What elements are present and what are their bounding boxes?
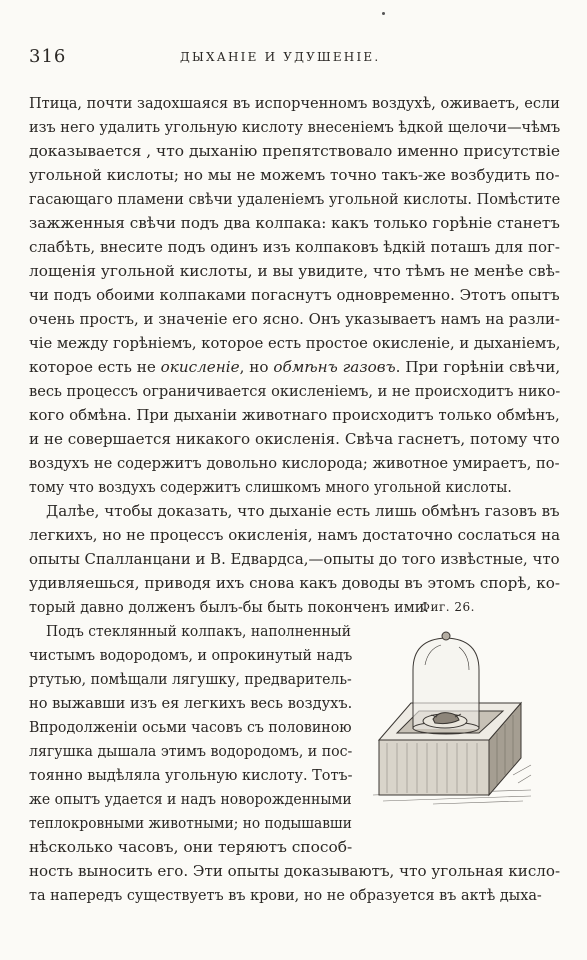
text-line — [29, 840, 352, 855]
text-run: ность выносить его. Эти опыты доказываютъ, что угольная кисло- — [29, 862, 561, 880]
text-line — [29, 864, 560, 879]
text-line — [29, 384, 560, 399]
text-run: нѣсколько часовъ, они теряютъ способ- — [29, 838, 353, 856]
text-run: Далѣе, чтобы доказать, что дыханіе есть лишь обмѣнъ газовъ въ — [46, 502, 560, 520]
text-run: опыты Спалланцани и В. Едвардса,—опыты до того извѣстные, что — [29, 550, 560, 568]
text-line — [29, 792, 352, 807]
text-run: угольной кислоты; но мы не можемъ точно такъ-же возбудить по- — [29, 166, 560, 184]
text-run: которое есть не — [29, 358, 161, 376]
text-run: весь процессъ ограничивается окисленіемъ, и не происходитъ нико- — [29, 382, 561, 400]
text-line — [29, 432, 560, 447]
text-line — [29, 288, 560, 303]
text-line — [29, 480, 512, 495]
page-number: 316 — [29, 46, 67, 67]
text-run: воздухъ не содержитъ довольно кислорода; животное умираетъ, по- — [29, 454, 560, 472]
text-line — [46, 624, 351, 639]
text-run: торый давно долженъ былъ-бы быть поконченъ ими. — [29, 598, 429, 616]
text-line — [29, 216, 560, 231]
text-run: обмѣнъ газовъ — [273, 358, 396, 376]
text-line — [29, 888, 542, 903]
text-line — [29, 744, 352, 759]
ink-speck — [382, 12, 385, 15]
text-line — [29, 96, 560, 111]
text-line — [29, 528, 560, 543]
text-run: окисленіе — [160, 358, 240, 376]
running-title: ДЫХАНІЕ И УДУШЕНІЕ. — [180, 50, 381, 64]
text-run: зажженныя свѣчи подъ два колпака: какъ только горѣніе станетъ — [29, 214, 560, 232]
text-run: чи подъ обоими колпаками погаснутъ одновременно. Этотъ опытъ — [29, 286, 560, 304]
text-line — [29, 816, 352, 831]
text-run: очень простъ, и значеніе его ясно. Онъ указываетъ намъ на разли- — [29, 310, 560, 328]
text-run: Впродолженіи осьми часовъ съ половиною — [29, 718, 352, 736]
text-run: , но — [239, 358, 274, 376]
text-line — [29, 768, 352, 783]
text-run: изъ него удалить угольную кислоту внесеніемъ ѣдкой щелочи—чѣмъ — [29, 118, 561, 136]
text-run: Подъ стеклянный колпакъ, наполненный — [46, 622, 351, 640]
text-run: лощенія угольной кислоты, и вы увидите, что тѣмъ не менѣе свѣ- — [29, 262, 561, 280]
text-line — [29, 360, 560, 375]
text-line — [29, 648, 352, 663]
text-run: слабѣть, внесите подъ одинъ изъ колпаковъ ѣдкій поташъ для пог- — [29, 238, 560, 256]
text-line — [29, 600, 429, 615]
text-run: ртутью, помѣщали лягушку, предваритель- — [29, 670, 352, 688]
figure-caption: Фиг. 26. — [420, 600, 475, 614]
text-line — [29, 168, 560, 183]
text-line — [29, 240, 560, 255]
text-run: чіе между горѣніемъ, которое есть простое окисленіе, и дыханіемъ, — [29, 334, 561, 352]
text-run: гасающаго пламени свѣчи удаленіемъ угольной кислоты. Помѣстите — [29, 190, 561, 208]
text-line — [29, 336, 560, 351]
text-line — [29, 552, 560, 567]
text-run: тоянно выдѣляла угольную кислоту. Тотъ- — [29, 766, 353, 784]
text-line — [29, 264, 560, 279]
text-run: лягушка дышала этимъ водородомъ, и пос- — [29, 742, 353, 760]
text-line — [29, 696, 352, 711]
text-run: легкихъ, но не процессъ окисленія, намъ достаточно сослаться на — [29, 526, 561, 544]
text-line — [29, 576, 560, 591]
text-line — [29, 120, 560, 135]
text-run: тому что воздухъ содержитъ слишкомъ много угольной кислоты. — [29, 478, 512, 496]
text-line — [29, 720, 352, 735]
text-line — [29, 672, 352, 687]
text-run: доказывается , что дыханію препятствовало именно присутствіе — [29, 142, 561, 160]
text-run: Птица, почти задохшаяся въ испорченномъ воздухѣ, оживаетъ, если — [29, 94, 560, 112]
text-line — [29, 456, 560, 471]
text-run: теплокровными животными; но подышавши — [29, 814, 352, 832]
text-run: чистымъ водородомъ, и опрокинутый надъ — [29, 646, 353, 664]
text-run: и не совершается никакого окисленія. Свѣча гаснетъ, потому что — [29, 430, 560, 448]
text-run: . При горѣніи свѣчи, — [395, 358, 561, 376]
text-run: же опытъ удается и надъ новорожденными — [29, 790, 352, 808]
text-run: кого обмѣна. При дыханіи животнаго происходитъ только обмѣнъ, — [29, 406, 560, 424]
text-line — [29, 312, 560, 327]
text-line — [29, 144, 560, 159]
text-run: та напередъ существуетъ въ крови, но не образуется въ актѣ дыха- — [29, 886, 542, 904]
text-line — [46, 504, 560, 519]
text-run: удивляешься, приводя ихъ снова какъ доводы въ этомъ спорѣ, ко- — [29, 574, 561, 592]
bell-jar-figure — [373, 625, 533, 805]
text-line — [29, 408, 560, 423]
text-line — [29, 192, 560, 207]
text-run: но выжавши изъ ея легкихъ весь воздухъ. — [29, 694, 353, 712]
